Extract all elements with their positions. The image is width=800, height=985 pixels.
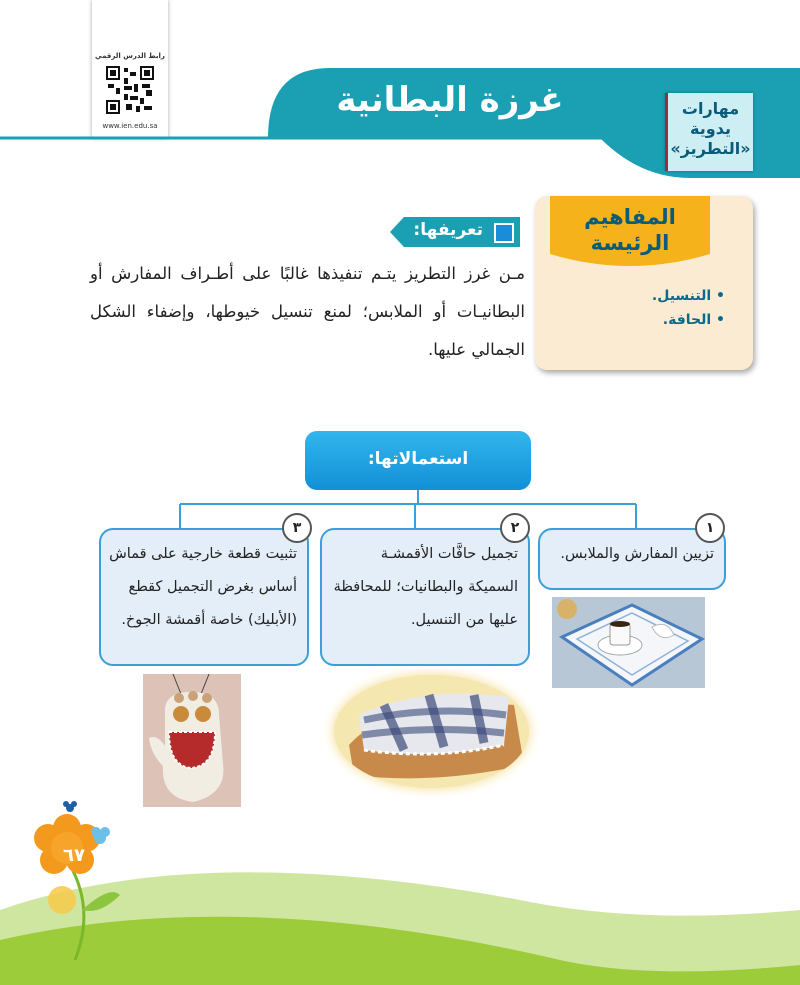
glove-illustration [143, 674, 241, 807]
use-item-2 [320, 528, 530, 666]
page-title: غرزة البطانية [336, 80, 564, 120]
uses-header [305, 431, 531, 490]
placemat-illustration [552, 597, 705, 688]
use-number-badge: ٣ [282, 513, 312, 543]
use-text: تجميل حافَّات الأقمشـة السميكة والبطانيات؛ للمحافظة عليها من التنسيل. [333, 546, 518, 628]
use-text: تزيين المفارش والملابس. [560, 546, 714, 562]
qr-url: www.ien.edu.sa [102, 122, 158, 130]
use-text: تثبيت قطعة خارجية على قماش أساس بغرض التجميل كقطع (الأبليك) خاصة أقمشة الجوخ. [109, 546, 297, 628]
definition-square-icon [494, 223, 514, 243]
placemat-photo [552, 597, 705, 688]
use-number-badge: ٢ [500, 513, 530, 543]
use-item-3 [99, 528, 309, 666]
key-concepts-card [535, 196, 753, 370]
blanket-edge-photo [334, 675, 529, 788]
unit-badge [665, 93, 753, 171]
unit-label: مهارات يدوية «التطريز» [670, 99, 751, 158]
concept-item: • الحافة. [662, 312, 725, 328]
footer-decoration [0, 790, 800, 985]
concepts-title: المفاهيم الرئيسة [584, 205, 676, 255]
qr-label: رابط الدرس الرقمي [95, 52, 165, 60]
definition-header [390, 217, 520, 247]
definition-title: تعريفها: [413, 220, 483, 240]
use-number-badge: ١ [695, 513, 725, 543]
concept-item: • التنسيل. [651, 288, 725, 304]
blanket-illustration [334, 675, 529, 788]
uses-title: استعمالاتها: [367, 449, 469, 469]
glove-photo [143, 674, 241, 807]
page-number: ٦٧ [63, 845, 85, 866]
definition-text: مـن غرز التطريز يتـم تنفيذها غالبًا على أطـراف المفارش أو البطانيـات أو الملابس؛ لمنع تنسيل خيوطها، وإضفاء الشكل الجمالي عليها. [90, 264, 525, 359]
